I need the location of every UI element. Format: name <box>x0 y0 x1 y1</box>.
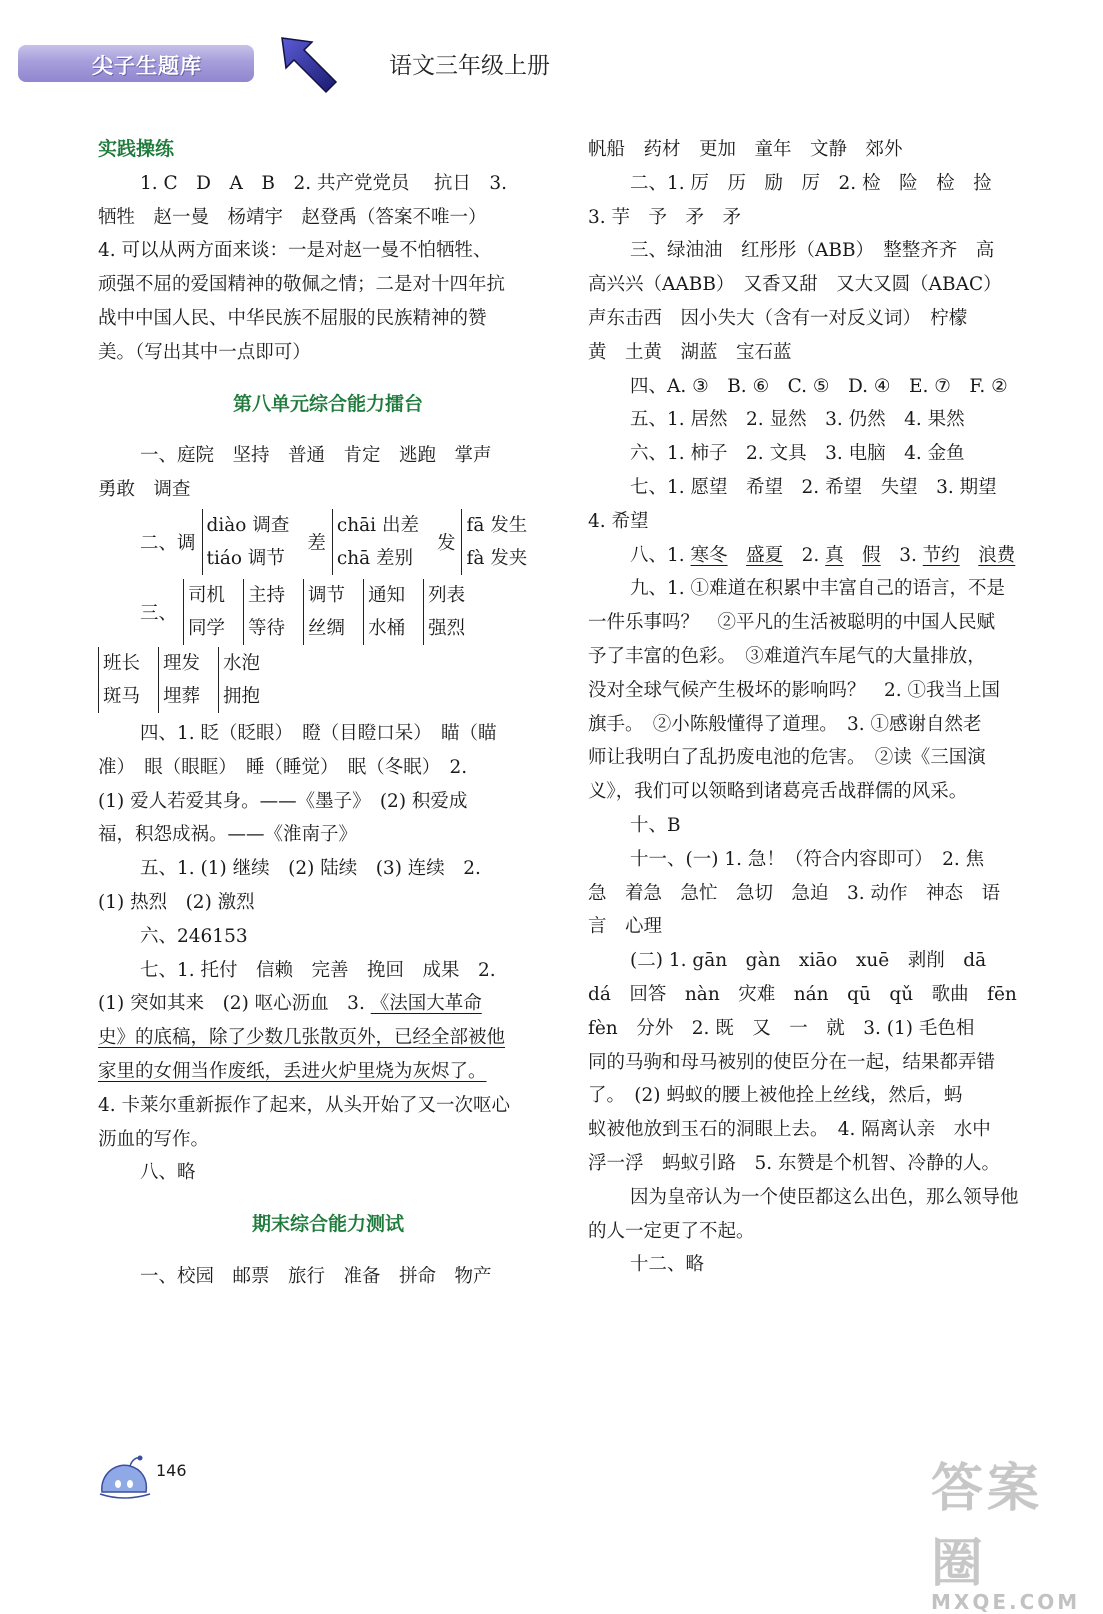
section-title: 第八单元综合能力擂台 <box>232 392 423 415</box>
underlined-line: 家里的女佣当作废纸，丢进火炉里烧为灰烬了。 <box>98 1060 487 1082</box>
word-item: 丝绸 <box>308 617 346 639</box>
polyphone-label: 二、调 <box>140 532 196 554</box>
mascot-icon <box>96 1454 154 1504</box>
text-line: 七、1. 托付 信赖 完善 挽回 成果 2. <box>140 959 496 981</box>
word-item: 主持 <box>248 584 286 606</box>
text-line: 战中中国人民、中华民族不屈服的民族精神的赞 <box>98 307 487 329</box>
reading-bracket <box>332 509 419 575</box>
word-pair-label: 三、 <box>140 602 178 624</box>
text-line: 顽强不屈的爱国精神的敬佩之情；二是对十四年抗 <box>98 274 506 296</box>
text-line: 十二、略 <box>630 1254 705 1276</box>
series-badge-label: 尖子生题库 <box>92 54 202 78</box>
text-line: 予了丰富的色彩。 ③难道汽车尾气的大量排放， <box>588 645 986 667</box>
reading-bracket <box>461 509 527 575</box>
page-header-title: 语文三年级上册 <box>389 53 550 79</box>
text-line: 旗手。 ②小陈般懂得了道理。 3. ①感谢自然老 <box>588 713 982 735</box>
text-line: 声东击西 因小失大（含有一对反义词） 柠檬 <box>588 307 968 329</box>
word-item: 斑马 <box>103 685 141 707</box>
text-line: 言 心理 <box>588 916 663 938</box>
word-bracket <box>243 579 285 645</box>
text-line: 1. C D A B 2. 共产党党员 抗日 3. <box>140 172 508 194</box>
arrow-icon <box>278 34 340 96</box>
word-item: 同学 <box>188 617 226 639</box>
text-line: 浮一浮 蚂蚁引路 5. 东赞是个机智、冷静的人。 <box>588 1152 1001 1174</box>
text-line: 义》，我们可以领略到诸葛亮舌战群儒的风采。 <box>588 781 968 803</box>
word-bracket <box>98 647 140 713</box>
text-line: 4. 可以从两方面来谈：一是对赵一曼不怕牺牲、 <box>98 240 492 262</box>
word-item: 埋葬 <box>163 685 201 707</box>
text-line: 牺牲 赵一曼 杨靖宇 赵登禹（答案不唯一） <box>98 206 487 228</box>
word-pair-group <box>98 579 558 645</box>
text-line: 一件乐事吗？ ②平凡的生活被聪明的中国人民赋 <box>588 612 996 634</box>
text-line: 因为皇帝认为一个使臣都这么出色，那么领导他 <box>630 1186 1019 1208</box>
word-item: 通知 <box>368 584 406 606</box>
reading-item: tiáo 调节 <box>206 547 285 569</box>
word-bracket <box>423 579 465 645</box>
text-line <box>98 987 558 1021</box>
word-bracket <box>158 647 200 713</box>
text-line: 急 着急 急忙 急切 急迫 3. 动作 神态 语 <box>588 882 1001 904</box>
text-line: 八、略 <box>140 1162 196 1184</box>
polyphone-char: 发 <box>436 532 456 554</box>
word-bracket <box>303 579 345 645</box>
reading-item: fà 发夹 <box>466 547 528 569</box>
text-line: 美。（写出其中一点即可） <box>98 341 311 363</box>
text-line: 黄 土黄 湖蓝 宝石蓝 <box>588 341 792 363</box>
text-line: 十一、(一) 1. 急！（符合内容即可） 2. 焦 <box>630 848 985 870</box>
word-bracket <box>183 579 225 645</box>
section-title: 实践操练 <box>98 138 175 160</box>
text-line: 的人一定更了不起。 <box>588 1220 755 1242</box>
word-item: 调节 <box>308 584 346 606</box>
word-item: 班长 <box>103 652 141 674</box>
text-line: 3. 芋 予 矛 矛 <box>588 206 742 228</box>
reading-bracket <box>202 509 290 575</box>
text-line: 福，积怨成祸。——《淮南子》 <box>98 824 358 846</box>
word-item: 等待 <box>248 617 286 639</box>
underlined-span: 浪费 <box>978 544 1016 566</box>
reading-item: chā 差别 <box>336 547 414 569</box>
text-line: 五、1. (1) 继续 (2) 陆续 (3) 连续 2. <box>140 858 481 880</box>
text-line <box>588 539 1048 573</box>
text-line: 五、1. 居然 2. 显然 3. 仍然 4. 果然 <box>630 409 965 431</box>
text-line: 没对全球气候产生极坏的影响吗？ 2. ①我当上国 <box>588 679 1001 701</box>
text-line: (1) 爱人若爱其身。——《墨子》 (2) 积爱成 <box>98 790 468 812</box>
word-bracket <box>218 647 260 713</box>
text-line: 高兴兴（AABB） 又香又甜 又大又圆（ABAC） <box>588 274 1002 296</box>
word-item: 水桶 <box>368 617 406 639</box>
reading-item: fā 发生 <box>466 514 528 536</box>
word-bracket <box>363 579 405 645</box>
right-column <box>588 133 1048 1282</box>
word-pair-group <box>98 647 558 713</box>
text-span: 2. <box>783 544 826 566</box>
watermark-url: MXQE.COM <box>931 1590 1081 1614</box>
word-item: 强烈 <box>428 617 466 639</box>
text-line: 四、1. 眨（眨眼） 瞪（目瞪口呆） 瞄（瞄 <box>140 722 497 744</box>
text-line: 六、1. 柿子 2. 文具 3. 电脑 4. 金鱼 <box>630 443 965 465</box>
text-line: 勇敢 调查 <box>98 479 191 501</box>
watermark-logo <box>931 1446 1085 1614</box>
reading-item: diào 调查 <box>206 514 290 536</box>
text-line: fèn 分外 2. 既 又 一 就 3. (1) 毛色相 <box>588 1017 975 1039</box>
text-line: 二、1. 厉 历 励 厉 2. 检 险 检 捡 <box>630 172 992 194</box>
word-item: 司机 <box>188 584 226 606</box>
polyphone-group <box>98 509 558 575</box>
word-item: 拥抱 <box>223 685 261 707</box>
text-line: 准） 眼（眼眶） 睡（睡觉） 眠（冬眠） 2. <box>98 756 468 778</box>
text-line: 4. 卡莱尔重新振作了起来，从头开始了又一次呕心 <box>98 1094 511 1116</box>
text-line: 4. 希望 <box>588 510 649 532</box>
text-line: 六、246153 <box>140 925 248 947</box>
underlined-span: 节约 <box>922 544 960 566</box>
text-line: 了。 (2) 蚂蚁的腰上被他拴上丝线，然后，蚂 <box>588 1085 963 1107</box>
text-line: 同的马驹和母马被别的使臣分在一起，结果都弄错 <box>588 1051 996 1073</box>
reading-item: chāi 出差 <box>336 514 419 536</box>
text-line: 师让我明白了乱扔废电池的危害。 ②读《三国演 <box>588 747 986 769</box>
word-item: 列表 <box>428 584 466 606</box>
series-badge <box>18 44 254 82</box>
text-line: 沥血的写作。 <box>98 1128 210 1150</box>
word-item: 水泡 <box>223 652 261 674</box>
text-line: 帆船 药材 更加 童年 文静 郊外 <box>588 139 903 160</box>
text-span: 3. <box>880 544 923 566</box>
underlined-span: 盛夏 <box>746 544 784 566</box>
text-line: 四、A. ③ B. ⑥ C. ⑤ D. ④ E. ⑦ F. ② <box>630 375 1008 397</box>
polyphone-char: 差 <box>307 532 326 554</box>
text-line: 九、1. ①难道在积累中丰富自己的语言，不是 <box>630 578 1006 600</box>
text-line: 七、1. 愿望 希望 2. 希望 失望 3. 期望 <box>630 476 997 498</box>
text-line: 三、绿油油 红彤彤（ABB） 整整齐齐 高 <box>630 240 995 262</box>
text-span: (1) 突如其来 (2) 呕心沥血 3. <box>98 993 371 1015</box>
text-line: (1) 热烈 (2) 激烈 <box>98 891 255 913</box>
underlined-line: 史》的底稿，除了少数几张散页外，已经全部被他 <box>98 1027 506 1049</box>
underlined-span: 真 <box>825 544 844 566</box>
page-number: 146 <box>156 1461 187 1480</box>
text-line: (二) 1. gān gàn xiāo xuē 剥削 dā <box>630 950 987 972</box>
text-line: 一、庭院 坚持 普通 肯定 逃跑 掌声 <box>140 445 492 467</box>
section-title: 期末综合能力测试 <box>251 1213 404 1236</box>
text-line: dá 回答 nàn 灾难 nán qū qǔ 歌曲 fēn <box>588 983 1017 1005</box>
text-span: 八、1. <box>630 544 691 566</box>
watermark-text: 答案圈 <box>931 1459 1044 1594</box>
underlined-span: 假 <box>862 544 881 566</box>
text-line: 蚁被他放到玉石的洞眼上去。 4. 隔离认亲 水中 <box>588 1119 991 1141</box>
text-line: 十、B <box>630 814 681 836</box>
text-line: 一、校园 邮票 旅行 准备 拼命 物产 <box>140 1265 492 1287</box>
underlined-span: 《法国大革命 <box>370 993 482 1015</box>
underlined-span: 寒冬 <box>690 544 728 566</box>
word-item: 理发 <box>163 652 201 674</box>
left-column <box>98 133 558 1294</box>
